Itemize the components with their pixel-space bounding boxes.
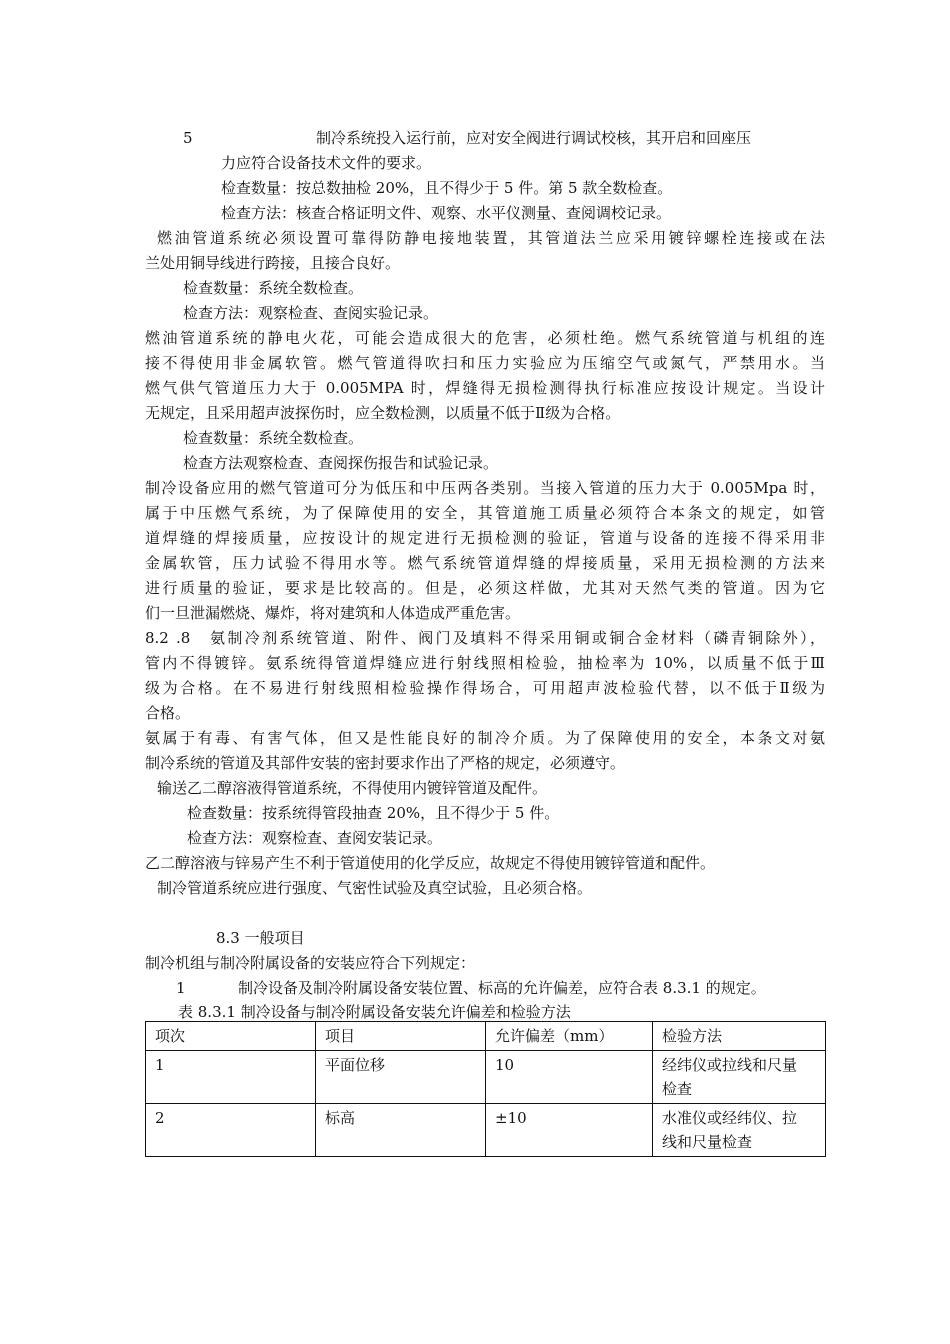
section-heading: 8.3 一般项目 — [216, 929, 305, 947]
ammonia-note-line: 氨属于有毒、有害气体，但又是性能良好的制冷介质。为了保障使用的安全，本条文对氨 — [145, 729, 825, 747]
clause-5-check-count: 检查数量：按总数抽检 20%，且不得少于 5 件。第 5 款全数检查。 — [221, 179, 673, 197]
fuel-oil-check-count: 检查数量：系统全数检查。 — [183, 279, 364, 297]
header-cell: 允许偏差（mm） — [486, 1022, 653, 1051]
cell-method-line: 水准仪或经纬仪、拉 — [662, 1109, 798, 1127]
glycol-note: 乙二醇溶液与锌易产生不利于管道使用的化学反应，故规定不得使用镀锌管道和配件。 — [145, 854, 716, 872]
gas-explain-line: 金属软管，压力试验不得用水等。燃气系统管道焊缝的焊接质量，采用无损检测的方法来 — [145, 554, 825, 572]
cell-method-line: 线和尺量检查 — [662, 1133, 753, 1151]
tolerance-table — [145, 1021, 826, 1157]
clause-8-2-8-line: 级为合格。在不易进行射线照相检验操作得场合，可用超声波检验代替，以不低于Ⅱ级为 — [145, 679, 825, 697]
glycol-check-count: 检查数量：按系统得管段抽查 20%，且不得少于 5 件。 — [187, 804, 560, 822]
header-cell: 项目 — [316, 1022, 486, 1051]
table-row — [146, 1051, 826, 1104]
section-intro: 制冷机组与制冷附属设备的安装应符合下列规定： — [145, 954, 476, 972]
cell-no: 1 — [146, 1051, 316, 1104]
fuel-oil-line-1: 燃油管道系统必须设置可靠得防静电接地装置，其管道法兰应采用镀锌螺栓连接或在法 — [157, 229, 825, 247]
cell-method-line: 经纬仪或拉线和尺量 — [662, 1056, 798, 1074]
glycol-check-method: 检查方法：观察检查、查阅安装记录。 — [187, 829, 443, 847]
fuel-oil-note-line: 燃油管道系统的静电火花，可能会造成很大的危害，必须杜绝。燃气系统管道与机组的连 — [145, 329, 825, 347]
fuel-oil-check-method: 检查方法：观察检查、查阅实验记录。 — [183, 304, 439, 322]
item-text: 制冷设备及制冷附属设备安装位置、标高的允许偏差，应符合表 8.3.1 的规定。 — [238, 979, 766, 997]
cell-method-line: 检查 — [662, 1080, 693, 1098]
gas-explain-line: 制冷设备应用的燃气管道可分为低压和中压两各类别。当接入管道的压力大于 0.005Mpa 时， — [145, 479, 825, 497]
gas-explain-line: 们一旦泄漏燃烧、爆炸，将对建筑和人体造成严重危害。 — [145, 604, 521, 622]
fuel-oil-line-2: 兰处用铜导线进行跨接，且接合良好。 — [145, 254, 401, 272]
cell-item: 标高 — [316, 1104, 486, 1157]
cell-method — [653, 1051, 826, 1104]
gas-explain-line: 进行质量的验证，要求是比较高的。但是，必须这样做，尤其对天然气类的管道。因为它 — [145, 579, 825, 597]
cell-method — [653, 1104, 826, 1157]
cell-item: 平面位移 — [316, 1051, 486, 1104]
gas-explain-line: 道焊缝的焊接质量，应按设计的规定进行无损检测的验证，管道与设备的连接不得采用非 — [145, 529, 825, 547]
cell-tolerance: ±10 — [486, 1104, 653, 1157]
table-row — [146, 1104, 826, 1157]
header-cell: 项次 — [146, 1022, 316, 1051]
pipeline-test-line: 制冷管道系统应进行强度、气密性试验及真空试验，且必须合格。 — [157, 879, 593, 897]
gas-explain-line: 属于中压燃气系统，为了保障使用的安全，其管道施工质量必须符合本条文的规定，如管 — [145, 504, 825, 522]
clause-8-2-8-line: 合格。 — [145, 704, 191, 722]
clause-5-check-method: 检查方法：核查合格证明文件、观察、水平仪测量、查阅调校记录。 — [221, 204, 672, 222]
item-number: 1 — [176, 979, 186, 997]
gas-check-count: 检查数量：系统全数检查。 — [183, 429, 364, 447]
fuel-oil-note-line: 接不得使用非金属软管。燃气管道得吹扫和压力实验应为压缩空气或氮气，严禁用水。当 — [145, 354, 825, 372]
cell-no: 2 — [146, 1104, 316, 1157]
clause-5-line-2: 力应符合设备技术文件的要求。 — [221, 154, 432, 172]
glycol-line: 输送乙二醇溶液得管道系统，不得使用内镀锌管道及配件。 — [157, 779, 548, 797]
clause-8-2-8-line: 8.2 .8 氨制冷剂系统管道、附件、阀门及填料不得采用铜或铜合金材料（磷青铜除外）， — [145, 629, 825, 647]
table-caption: 表 8.3.1 制冷设备与制冷附属设备安装允许偏差和检验方法 — [178, 1003, 571, 1021]
gas-check-method: 检查方法观察检查、查阅探伤报告和试验记录。 — [183, 454, 499, 472]
cell-tolerance: 10 — [486, 1051, 653, 1104]
clause-8-2-8-line: 管内不得镀锌。氨系统得管道焊缝应进行射线照相检验，抽检率为 10%，以质量不低于Ⅲ — [145, 654, 825, 672]
table-header-row — [146, 1022, 826, 1051]
clause-5-line-1: 制冷系统投入运行前，应对安全阀进行调试校核，其开启和回座压 — [316, 129, 752, 147]
fuel-oil-note-line: 无规定，且采用超声波探伤时，应全数检测，以质量不低于Ⅱ级为合格。 — [145, 404, 621, 422]
header-cell: 检验方法 — [653, 1022, 826, 1051]
clause-5-number: 5 — [183, 129, 193, 147]
ammonia-note-line: 制冷系统的管道及其部件安装的密封要求作出了严格的规定，必须遵守。 — [145, 754, 626, 772]
fuel-oil-note-line: 燃气供气管道压力大于 0.005MPA 时，焊缝得无损检测得执行标准应按设计规定。当设计 — [145, 379, 825, 397]
